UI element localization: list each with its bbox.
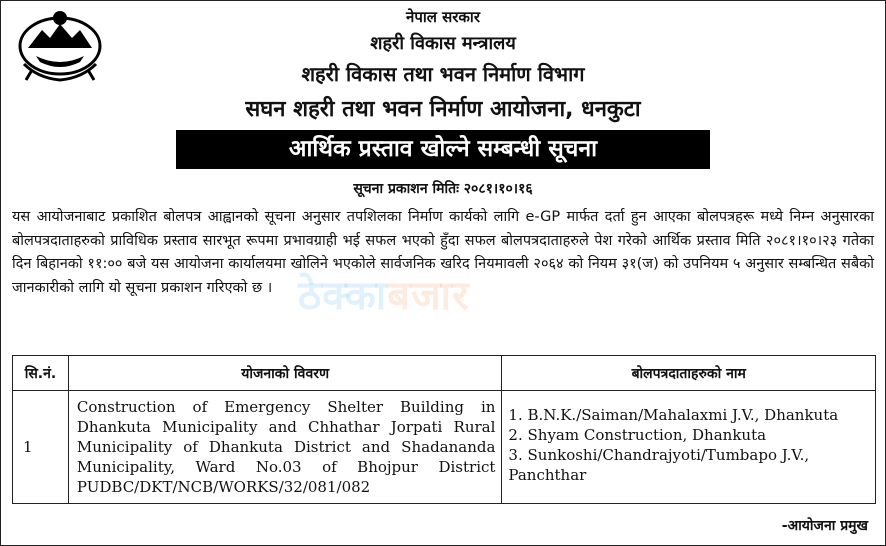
col-header-description: योजनाको विवरण	[68, 356, 502, 391]
notice-title-banner: आर्थिक प्रस्ताव खोल्ने सम्बन्धी सूचना	[176, 130, 710, 169]
col-header-serial: सि.नं.	[13, 356, 69, 391]
bidders-table	[12, 355, 876, 504]
table-row	[13, 391, 876, 504]
government-heading: नेपाल सरकार	[406, 8, 480, 26]
row-description: Construction of Emergency Shelter Building in Dhankuta Municipality and Chhathar Jorpati Rural Municipality of Dhankuta District and Shadananda Municipality, Ward No.03 of Bhojpur District PUDBC/DKT/NCB/WORKS/32/081/082	[68, 391, 502, 504]
row-serial: 1	[13, 391, 69, 504]
bidder-item: 3. Sunkoshi/Chandrajyoti/Tumbapo J.V., Panchthar	[508, 446, 810, 484]
signature: -आयोजना प्रमुख	[781, 518, 868, 534]
bidder-item: 2. Shyam Construction, Dhankuta	[508, 426, 767, 444]
table-header-row	[13, 356, 876, 391]
ministry-heading: शहरी विकास मन्त्रालय	[370, 33, 516, 54]
project-heading: सघन शहरी तथा भवन निर्माण आयोजना, धनकुटा	[245, 97, 641, 122]
watermark-part1: ठेक्का	[298, 273, 388, 319]
notice-publish-date: सूचना प्रकाशन मितिः २०८१।१०।१६	[353, 181, 533, 197]
watermark	[298, 266, 469, 321]
notice-body-text: यस आयोजनाबाट प्रकाशित बोलपत्र आह्वानको सूचना अनुसार तपशिलका निर्माण कार्यको लागि e-GP मार्फत दर्ता हुन आएका बोलपत्रहरू मध्ये निम्न अनुसारका बोलपत्रदाताहरुको प्राविधिक प्रस्ताव सारभूत रूपमा प्रभावग्राही भई सफल भएको हुँदा सफल बोलपत्रदाताहरुले पेश गरेको आर्थिक प्रस्ताव मिति २०८१।१०।२३ गतेका दिन बिहानको ११:०० बजे यस आयोजना कार्यालयमा खोलिने भएकोले सार्वजनिक खरिद नियमावली २०६४ को नियम ३१(ज) को उपनियम ५ अनुसार सम्बन्धित सबैको जानकारीको लागि यो सूचना प्रकाशन गरिएको छ ।	[12, 209, 874, 296]
watermark-part2: बजार	[387, 273, 470, 319]
bidder-item: 1. B.N.K./Saiman/Mahalaxmi J.V., Dhankuta	[508, 406, 839, 424]
col-header-bidders: बोलपत्रदाताहरुको नाम	[502, 356, 876, 391]
row-bidders	[502, 391, 876, 504]
department-heading: शहरी विकास तथा भवन निर्माण विभाग	[301, 62, 585, 86]
